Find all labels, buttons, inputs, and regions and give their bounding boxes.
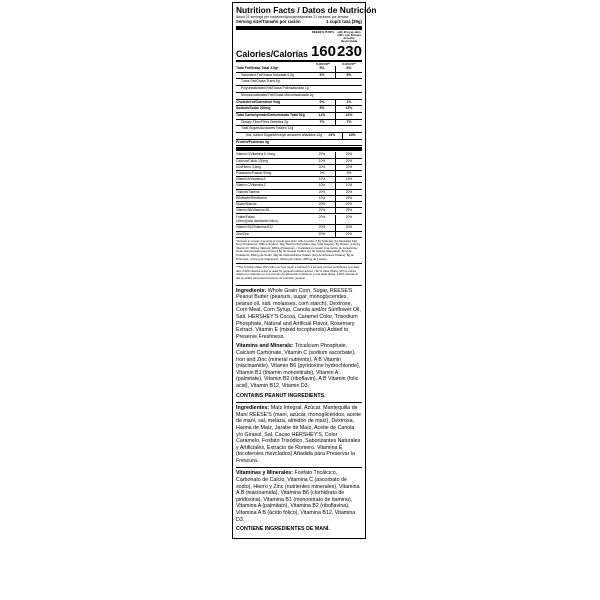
nutrient-table (236, 66, 362, 146)
vitamins-minerals-text: Tricalcium Phosphate, Calcium Carbonate, Vitamin C (sodium ascorbate), Iron and Zinc (mineral nutrients), A B Vitamin (niacinamide), Vitamin B6 (pyridoxine hydrochloride), Vitamin B1 (thiamin mononitrate), Vitamin A (palmitate), Vitamin B2 (riboflavin), A B Vitamin (folic acid), Vitamin B12, Vitamin D3. (236, 343, 361, 389)
vitamin-dv-with-milk: 20% (335, 215, 362, 224)
nutrient-name: Protein/Proteínas 3g (236, 139, 269, 144)
ingredients-spanish (236, 405, 362, 464)
vitamin-dv-cereal: 20% (318, 208, 326, 213)
divider (236, 467, 362, 468)
vitamin-dv-with-milk: 8% (335, 171, 362, 176)
allergen-statement-spanish: CONTIENE INGREDIENTES DE MANÍ. (236, 526, 330, 533)
vitamin-dv-cereal: 20% (318, 164, 326, 169)
vitamin-name: Thiamin/Tiamina (236, 189, 260, 194)
nutrition-facts-panel (232, 2, 377, 539)
nutrient-row (236, 106, 362, 113)
vitamin-dv-with-milk: 20% (335, 190, 362, 195)
nutrient-dv-cereal: 7% (319, 119, 325, 124)
vitamin-dv-with-milk: 20% (335, 165, 362, 170)
vitamin-dv-with-milk: 15% (335, 177, 362, 182)
vitamin-dv-with-milk: 20% (335, 202, 362, 207)
vitamin-name: Zinc/Zinc (236, 231, 249, 236)
vitamin-dv-cereal: 10% (318, 158, 326, 163)
vitamin-dv-cereal: 10% (318, 183, 326, 188)
ingredientes-heading: Ingredientes: (236, 405, 270, 412)
calories-with-milk: 230 (336, 42, 362, 60)
nutrient-dv-cereal: 0% (319, 99, 325, 104)
footnote-daily-value: **The % Daily Value (DV) tells you how much a nutrient in a serving of food contributes to a daily diet. 2,000 calories a day is used for general nutrition advice. / El % Valor Diario (VD) le indica cuánto un nutriente en una porción de alimentos contribuye a una dieta diaria. 2,000 calorías al día se utiliza para asesoramiento de nutrición general. (236, 265, 360, 281)
vitamin-dv-cereal: 20% (318, 231, 326, 236)
vitamin-table (236, 152, 362, 237)
vitamins-minerals-spanish (236, 470, 362, 523)
ingredients-heading: Ingredients: (236, 287, 267, 294)
nutrient-row (236, 126, 362, 133)
calories-row (236, 44, 362, 59)
nutrient-row (236, 93, 362, 100)
ingredients-english (236, 288, 362, 341)
nutrient-name: Polyunsaturated Fat/Grasa Poliinsaturada 1g (241, 86, 309, 91)
nutrient-row (236, 140, 362, 147)
nutrient-dv-cereal: 9% (319, 106, 325, 111)
vitamin-name: Folate/Folato (40mcg folic acid/ácido fólico) (236, 214, 278, 224)
vitamin-dv-cereal: 20% (318, 152, 326, 157)
nutrient-name: Incl. Added Sugars/Incluye azúcares añadidos 12g (246, 133, 323, 138)
vitamin-dv-cereal: 2% (319, 171, 325, 176)
vitaminas-minerales-heading: Vitaminas y Minerales: (236, 470, 294, 477)
ingredients-section (236, 288, 362, 533)
nutrient-dv-with-milk: 5% (335, 73, 362, 79)
vitamin-name: Potassium/Potasio 90mg (236, 171, 272, 176)
nutrient-name: Saturated Fat/Grasa Saturada 0.5g (241, 72, 294, 77)
nutrient-row (236, 100, 362, 107)
nutrient-name: Sodium/Sodio 220mg (236, 106, 271, 111)
vitamin-dv-with-milk: 10% (335, 183, 362, 188)
nutrient-dv-with-milk: 12% (335, 106, 362, 112)
vitamin-dv-cereal: 10% (318, 177, 326, 182)
nutrient-row (236, 86, 362, 93)
column-header-cereal: REESE'S PUFFS (312, 29, 334, 34)
vitamin-dv-with-milk: 25% (335, 196, 362, 201)
calories-cereal: 160 (310, 42, 336, 60)
nutrient-name: Monounsaturated Fat/Grasa Monoinsaturada 2g (241, 92, 314, 97)
vitamin-name: Vitamin D/Vitamina D 4mcg (236, 152, 275, 157)
nutrient-row (236, 120, 362, 127)
nutrient-name: Trans Fat/Grasa Trans 0g (241, 79, 280, 84)
footnote-amount: *Amount in cereal. A serving of cereal plus skim milk provides 4.5g Total Fat (1g Saturated Fat), 5mg Cholesterol, 290mg Sodium, 39g Total Carbohydrate (22g Total Sugars), 8g Protein, 4.2mcg Vitamin D, 300mg Calcium, 280mg Potassium. / Cantidad en cereal. Una ración de cereal más leche descremada proporciona 4.5g de Grasas Totales (1g de Grasas Saturadas), 5mg de Colesterol, 290mg de Sodio, 39g de Carbohidratos Totales (22g de Azúcares Totales), 8g de Proteínas, 4.2mcg de Vitamina D, 300mg de Calcio, 280mg de Potasio. (236, 238, 362, 265)
nutrient-dv-with-milk: 14% (335, 113, 362, 119)
vitamin-name: Vitamin B12/Vitamina B12 (236, 225, 273, 230)
vitamin-dv-with-milk: 20% (335, 152, 362, 157)
vitamin-dv-cereal: 20% (318, 189, 326, 194)
vitamin-dv-cereal: 20% (318, 225, 326, 230)
vitamins-minerals-english (236, 343, 362, 389)
nutrient-name: Dietary Fiber/Fibra Dietética 2g (241, 119, 288, 124)
nutrient-name: Total Carbohydrate/Carbohidrato Total 30g (236, 112, 305, 117)
column-header-with-milk: with 3/4 cup skim milk / con 3/4 taza de leche descremada (337, 29, 361, 44)
nutrient-dv-with-milk: 6% (335, 66, 362, 72)
vitamin-dv-with-milk: 20% (335, 159, 362, 164)
divider (236, 402, 362, 403)
vitamins-minerals-heading: Vitamins and Minerals: (236, 343, 294, 350)
vitamin-name: Calcium/Calcio 130mg (236, 158, 268, 163)
allergen-statement-english: CONTAINS PEANUT INGREDIENTS. (236, 392, 326, 399)
vitamin-name: Iron/Hierro 3.6mg (236, 164, 261, 169)
vitamin-dv-cereal: 10% (318, 195, 326, 200)
vitamin-name: Vitamin B6/Vitamina B6 (236, 208, 270, 213)
vitamin-name: Niacin/Niacina (236, 202, 257, 207)
nutrient-row (236, 73, 362, 80)
vitaminas-minerales-text: Fosfato Tricálcico, Carbonato de Calcio, Vitamina C (ascorbato de sodio), Hierro y Zinc (nutrientes minerales), Vitamina A B (niacinamida), Vitamina B6 (clorhidrato de piridoxina), Vitamina B1 (mononitrato de tiamina), Vitamina A (palmitato), Vitamina B2 (riboflavina), Vitamina A B (ácido fólico), Vitamina B12, Vitamina D3. (236, 470, 360, 523)
nutrient-name: Total Sugars/Azúcares Totales 12g (241, 126, 294, 131)
vitamin-dv-with-milk: 20% (335, 232, 362, 237)
nutrient-dv-cereal: 24% (328, 133, 336, 138)
nutrient-row (236, 66, 362, 73)
nutrient-dv-with-milk: 24% (342, 133, 362, 139)
vitamin-dv-cereal: 20% (318, 214, 326, 219)
nutrient-name: Cholesterol/Colesterol 0mg (236, 99, 281, 104)
vitamin-name: Riboflavin/Riboflavina (236, 195, 267, 200)
nutrient-row (236, 113, 362, 120)
vitamin-name: Vitamin A/Vitamina A (236, 177, 266, 182)
vitamin-dv-with-milk: 25% (335, 208, 362, 213)
dv-header-with-milk: % DV/VD** (342, 61, 356, 66)
ingredientes-text: Maíz Integral, Azúcar, Mantequilla de Maní REESE'S (maní, azúcar, monoglicéridos, aceite de maní, sal, melaza, almidón de maíz), Dextrosa, Harina de Maíz, Jarabe de Maíz, Aceite de Canola y/o Girasol, Sal, Cacao HERSHEY'S, Color Caramelo, Fosfato Trisódico, Saborizantes Naturales y Artificiales, Extracto de Romero. Vitamina E (tocoferoles mezclados) Añadida para Preservar la Frescura. (236, 405, 361, 464)
serving-size-label: Serving size/Tamaño por ración (236, 19, 301, 25)
column-headers (236, 31, 362, 44)
nutrient-dv-cereal: 4% (319, 72, 325, 77)
serving-size-row (236, 19, 362, 25)
nutrient-dv-with-milk: 1% (335, 100, 362, 106)
nutrient-dv-cereal: 5% (319, 66, 325, 71)
vitamin-dv-cereal: 20% (318, 202, 326, 207)
divider-thick (236, 147, 362, 151)
calories-label: Calories/Calorías (236, 48, 308, 59)
ingredients-text: Whole Grain Corn, Sugar, REESE'S Peanut Butter (peanuts, sugar, monoglycerides, peanut oil, salt, molasses, corn starch), Dextrose, Corn Meal, Corn Syrup, Canola and/or Sunflower Oil, Salt, HERSHEY'S Cocoa, Caramel Color, Trisodium Phosphate, Natural and Artificial Flavor, Rosemary Extract. Vitamin E (mixed tocopherols) Added to Preserve Freshness. (236, 287, 361, 340)
vitamin-row (236, 214, 362, 225)
vitamin-dv-with-milk: 30% (335, 225, 362, 230)
dv-header-cereal: % DV/VD** (316, 61, 330, 66)
nutrient-name: Total Fat/Grasa Total 4.5g* (236, 66, 279, 71)
nutrient-row (236, 133, 362, 140)
servings-per-container: About 21 servings per container/Aproximadamente 21 raciones por envase (236, 15, 349, 19)
nutrient-dv-with-milk: 7% (335, 120, 362, 126)
nutrient-row (236, 79, 362, 86)
divider (236, 285, 362, 286)
serving-size-value: 1 cup/1 taza (39g) (326, 19, 362, 25)
label-title: Nutrition Facts / Datos de Nutrición (236, 5, 377, 15)
vitamin-name: Vitamin C/Vitamina C (236, 183, 267, 188)
nutrient-dv-cereal: 11% (318, 112, 326, 117)
